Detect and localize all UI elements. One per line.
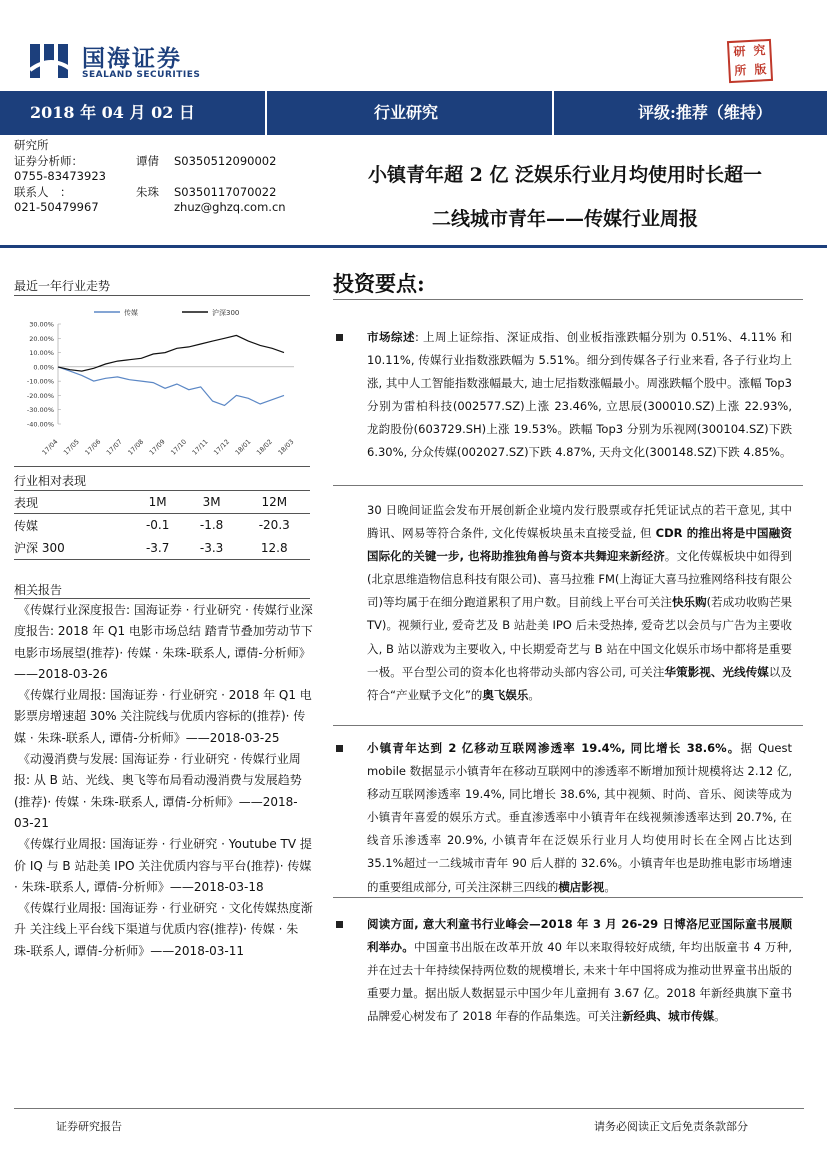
related-report-link[interactable]: 《传媒行业周报: 国海证券 · 行业研究 · 2018 年 Q1 电影票房增速超 30% 关注院线与优质内容标的(推荐)· 传媒 · 朱珠-联系人, 谭倩-分析师》——2018-03-25 [14,688,312,745]
title-line: 小镇青年超 2 亿 泛娱乐行业月均使用时长超一 [367,164,763,186]
performance-table [14,490,310,560]
x-tick-label: 17/04 [40,437,60,457]
paragraph-label: 市场综述 [367,330,415,344]
bullet-icon [336,334,343,341]
highlight-text: 小镇青年达到 2 亿移动互联网渗透率 19.4%, 同比增长 38.6%。 [367,741,741,755]
title-divider [0,245,827,248]
paragraph-text: 以及符合“产业赋予文化”的 [367,664,793,702]
bullet-icon [336,745,343,752]
footer-rule [14,1108,804,1109]
table-row [14,537,310,560]
paragraph-text: 30 日晚间证监会发布开展创新企业境内发行股票或存托凭证试点的若干意见, 其中腾讯、网易等符合条件, 文化传媒板块虽未直接受益, 但 [367,503,792,541]
reading-paragraph [367,913,792,1028]
analyst-id: S0350117070022 [174,184,277,199]
bullet-icon [336,921,343,928]
table-header: 12M [239,491,310,514]
y-tick-label: 30.00% [29,320,54,329]
seal-char: 研 [733,44,746,59]
report-rating: 评级:推荐（维持） [638,103,772,122]
title-line: 二线城市青年——传媒行业周报 [431,208,698,230]
table-cell: 12.8 [239,537,310,560]
section-rule [333,897,803,898]
analyst-email[interactable]: zhuz@ghzq.com.cn [174,200,286,214]
x-tick-label: 17/12 [212,437,232,457]
related-label: 相关报告 [14,583,63,597]
cdr-paragraph [367,499,792,707]
footer-left: 证券研究报告 [56,1120,122,1133]
logo-cn-text: 国海证券 [82,46,182,72]
y-tick-label: 0.00% [33,363,54,372]
table-header: 1M [131,491,185,514]
table-cell: -20.3 [258,518,290,533]
y-tick-label: -40.00% [26,420,54,429]
analyst-row [14,169,314,185]
section-rule [14,295,310,296]
related-report-link[interactable]: 《传媒行业周报: 国海证券 · 行业研究 · 文化传媒热度渐升 关注线上平台线下渠道与优质内容(推荐)· 传媒 · 朱珠-联系人, 谭倩-分析师》——2018-03-11 [14,901,313,958]
analyst-row [14,200,314,216]
highlight-text: 新经典、城市传媒 [622,1009,715,1024]
series-line [58,335,284,371]
paragraph-text: : 上周上证综指、深证成指、创业板指涨跌幅分别为 0.51%、4.11% 和 10.11%, 传媒行业指数涨跌幅为 5.51%。细分到传媒各子行业来看, 各子行业均上涨, 其中人工智能指数涨幅最大, 迪士尼指数涨幅最小。周涨跌幅个股中。涨幅 Top3 分别为雷柏科技(002577.SZ)上涨 23.46%, 立思辰(300010.SZ)上涨 22.93%, 龙韵股份(603729.SH)上涨 19.53%。跌幅 Top3 分别为乐视网(300104.SZ)下跌 6.30%, 分众传媒(002027.SZ)下跌 4.87%, 天舟文化(300148.SZ)下跌 4.85%。 [367,330,793,460]
header-band [0,91,827,135]
y-tick-label: -20.00% [26,391,54,400]
x-tick-label: 17/08 [126,437,146,457]
analyst-name: 谭倩 [136,153,159,168]
analyst-row [14,185,314,201]
x-tick-label: 18/01 [233,437,253,457]
analyst-name: 朱珠 [136,184,159,199]
highlight-text: 阅读方面, 意大利童书行业峰会—2018 年 3 月 26-29 日博洛尼亚国际童书展顺利举办。 [367,917,792,955]
x-tick-label: 18/03 [276,437,296,457]
series-line [58,367,284,406]
invest-heading: 投资要点: [333,271,425,296]
table-header: 3M [185,491,239,514]
analyst-phone: 0755-83473923 [14,169,106,183]
paragraph-text: 。 [528,687,540,702]
x-tick-label: 17/05 [61,437,81,457]
analyst-row [14,154,314,170]
highlight-text: 快乐购 [671,595,707,610]
analyst-role: 联系人 ： [14,184,72,199]
legend-label: 传媒 [124,309,138,317]
section-rule [14,466,310,467]
table-cell: 沪深 300 [14,537,131,560]
highlight-text: CDR 的推出将是中国融资国际化的关键一步, 也将助推独角兽与资本共舞迎来新经济 [367,526,792,564]
section-rule [333,299,803,300]
table-cell: -1.8 [199,518,224,533]
analyst-phone: 021-50479967 [14,200,99,214]
analyst-block [14,138,314,216]
y-tick-label: -30.00% [26,406,54,415]
seal-char: 究 [753,43,766,58]
x-tick-label: 17/09 [147,437,167,457]
table-cell: -0.1 [145,518,170,533]
seal-char: 所 [734,63,747,78]
related-report-link[interactable]: 《动漫消费与发展: 国海证券 · 行业研究 · 传媒行业周报: 从 B 站、光线、奥飞等布局看动漫消费与发展趋势(推荐)· 传媒 · 朱珠-联系人, 谭倩-分析师》——2018-03-21 [14,752,302,830]
y-tick-label: 20.00% [29,334,54,343]
seal-char: 版 [754,62,767,77]
logo-en-text: SEALAND SECURITIES [82,70,201,80]
highlight-text: 横店影视 [558,879,605,894]
table-cell: -3.7 [131,537,185,560]
y-tick-label: -10.00% [26,377,54,386]
table-cell: -3.3 [185,537,239,560]
related-reports [14,600,314,962]
report-category: 行业研究 [374,103,439,122]
research-seal [727,39,773,83]
band-divider [265,91,267,135]
paragraph-text: 。 [604,879,616,894]
analyst-section-label: 研究所 [14,138,49,152]
brand-logo [28,40,268,84]
x-tick-label: 17/06 [83,437,103,457]
paragraph-text: (若成功收购芒果 TV)。视频行业, 爱奇艺及 B 站赴美 IPO 后未受热捧, 爱奇艺以会员与广告为主要收入, B 站以游戏为主要收入, 中长期爱奇艺与 B 站在中国文化娱乐市场中都将是重要一极。平台型公司的资本化也将带动头部内容公司, 可关注 [367,595,793,679]
table-cell: 传媒 [14,518,39,533]
section-rule [14,598,310,599]
performance-label: 行业相对表现 [14,474,87,488]
related-report-link[interactable]: 《传媒行业深度报告: 国海证券 · 行业研究 · 传媒行业深度报告: 2018 年 Q1 电影市场总结 踏青节叠加劳动节下电影市场展望(推荐)· 传媒 · 朱珠-联系人, 谭倩-分析师》——2018-03-26 [14,603,313,681]
table-header: 表现 [14,491,131,514]
band-divider [552,91,554,135]
section-rule [333,485,803,486]
highlight-text: 奥飞娱乐 [482,687,529,702]
table-row [14,514,310,537]
sealand-logo-icon [28,40,74,82]
trend-label: 最近一年行业走势 [14,279,111,293]
report-date: 2018 年 04 月 02 日 [30,103,195,122]
x-tick-label: 17/11 [190,437,210,457]
report-title [330,153,800,241]
highlight-text: 华策影视、光线传媒 [664,664,769,679]
paragraph-text: 据 Quest mobile 数据显示小镇青年在移动互联网中的渗透率不断增加预计规模将达 2.12 亿, 移动互联网渗透率 19.4%, 同比增长 38.6%, 其中视频、时尚、音乐、阅读等成为小镇青年喜爱的娱乐方式。垂直渗透率中小镇青年在线视频渗透率达到 20.7%, 在线音乐渗透率 20.9%, 小镇青年在泛娱乐行业月人均使用时长在全网占比达到 35.1%超过一二线城市青年 90 后人群的 32.6%。小镇青年也是助推电影市场增速的重要组成部分, 可关注深耕三四线的 [367,741,792,894]
trend-chart [14,300,310,465]
x-tick-label: 17/07 [104,437,124,457]
analyst-role: 证券分析师： [14,153,83,168]
market-summary-paragraph [367,326,792,465]
footer-disclaimer[interactable]: 请务必阅读正文后免责条款部分 [594,1120,748,1133]
section-rule [333,725,803,726]
town-youth-paragraph [367,737,792,899]
y-tick-label: 10.00% [29,349,54,358]
x-tick-label: 18/02 [255,437,274,457]
paragraph-text: 。 [714,1009,726,1024]
paragraph-text: 。文化传媒板块中如得到(北京思维造物信息科技有限公司)、喜马拉雅 FM(上海证大喜马拉雅网络科技有限公司)等均属于在细分跑道累积了用户数。目前线上平台可关注 [367,549,792,610]
related-report-link[interactable]: 《传媒行业周报: 国海证券 · 行业研究 · Youtube TV 提价 IQ 与 B 站赴美 IPO 关注优质内容与平台(推荐)· 传媒 · 朱珠-联系人, 谭倩-分析师》——2018-03-18 [14,837,312,894]
x-tick-label: 17/10 [169,437,189,457]
legend-label: 沪深300 [212,309,240,317]
analyst-id: S0350512090002 [174,153,277,168]
table-header-row [14,491,310,514]
paragraph-text: 中国童书出版在改革开放 40 年以来取得较好成绩, 年均出版童书 4 万种, 并在过去十年持续保持两位数的规模增长, 未来十年中国将成为推动世界童书出版的重要力量。据出版人数据显示中国少年儿童拥有 3.67 亿。2018 年新经典旗下童书品牌爱心树发布了 2018 年春的作品集选。可关注 [367,940,792,1024]
